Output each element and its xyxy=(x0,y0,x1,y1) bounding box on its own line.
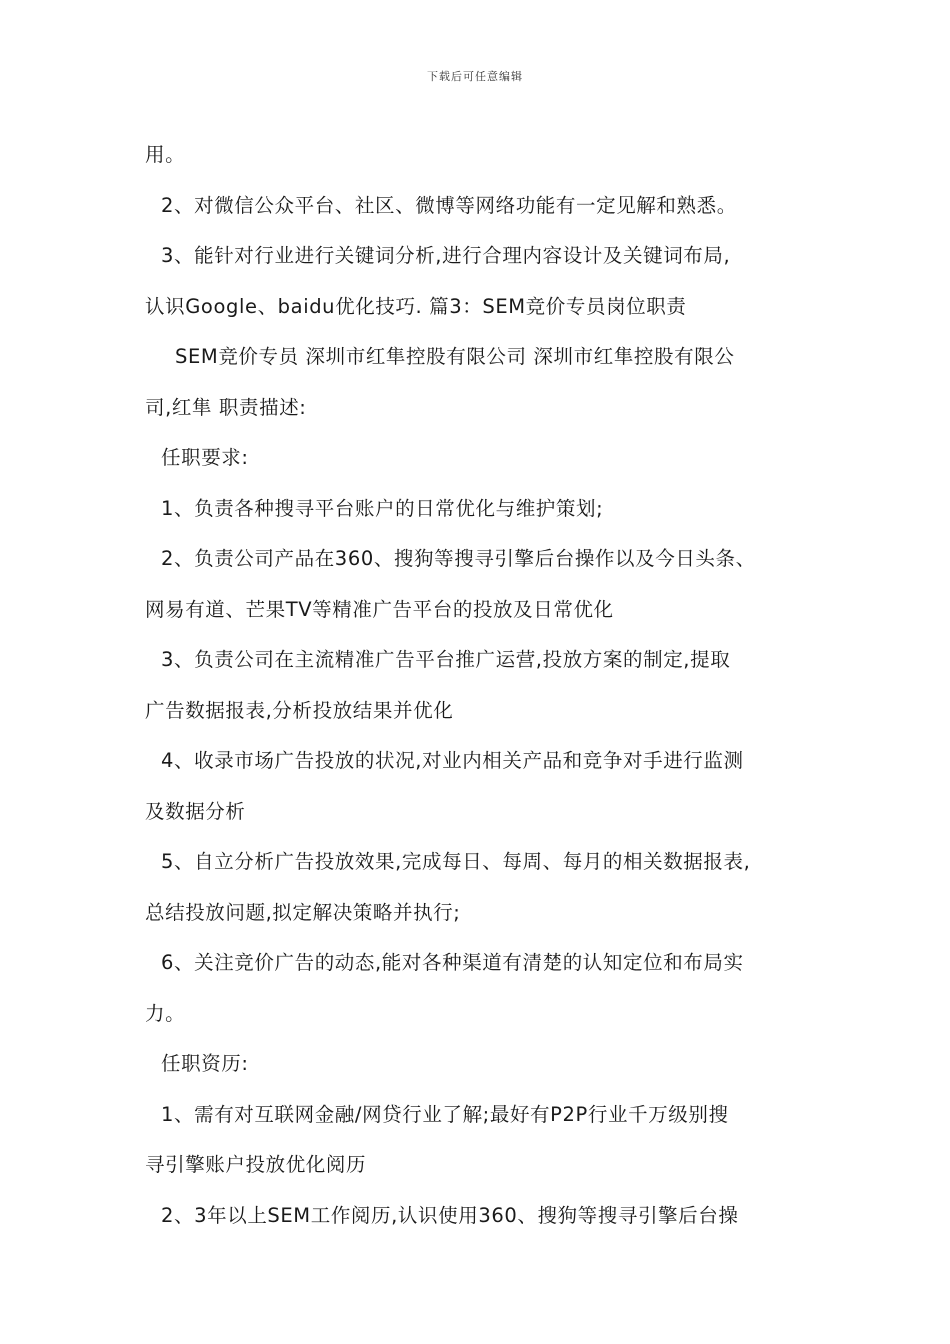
text-line: 及数据分析 xyxy=(145,799,246,823)
document-body xyxy=(145,130,820,1241)
text-line: 4、收录市场广告投放的状况,对业内相关产品和竞争对手进行监测 xyxy=(161,749,744,772)
text-line: 6、关注竞价广告的动态,能对各种渠道有清楚的认知定位和布局实 xyxy=(161,951,744,974)
section-heading: 任职要求: xyxy=(161,446,249,469)
text-line: 3、能针对行业进行关键词分析,进行合理内容设计及关键词布局, xyxy=(161,244,731,267)
text-line: 力。 xyxy=(145,1001,186,1025)
text-line: 3、负责公司在主流精准广告平台推广运营,投放方案的制定,提取 xyxy=(161,648,731,671)
text-line: 广告数据报表,分析投放结果并优化 xyxy=(145,698,454,722)
text-line: 2、3年以上SEM工作阅历,认识使用360、搜狗等搜寻引擎后台操 xyxy=(161,1203,739,1227)
section-heading: 任职资历: xyxy=(161,1052,249,1075)
text-line: 2、对微信公众平台、社区、微博等网络功能有一定见解和熟悉。 xyxy=(161,193,737,217)
text-line: 2、负责公司产品在360、搜狗等搜寻引擎后台操作以及今日头条、 xyxy=(161,547,756,570)
text-line: 司,红隼 职责描述: xyxy=(145,395,307,419)
text-line: 总结投放问题,拟定解决策略并执行; xyxy=(145,900,461,924)
text-line: 5、自立分析广告投放效果,完成每日、每周、每月的相关数据报表, xyxy=(161,850,751,873)
text-line: 1、负责各种搜寻平台账户的日常优化与维护策划; xyxy=(161,496,604,520)
page-header: 下载后可任意编辑 xyxy=(427,70,523,83)
text-line: 网易有道、芒果TV等精准广告平台的投放及日常优化 xyxy=(145,597,614,621)
text-line: 认识Google、baidu优化技巧. 篇3：SEM竞价专员岗位职责 xyxy=(145,294,687,318)
text-line: 1、需有对互联网金融/网贷行业了解;最好有P2P行业千万级别搜 xyxy=(161,1102,729,1126)
text-line: SEM竞价专员 深圳市红隼控股有限公司 深圳市红隼控股有限公 xyxy=(175,345,735,368)
text-line: 用。 xyxy=(145,143,186,166)
text-line: 寻引擎账户投放优化阅历 xyxy=(145,1153,367,1176)
